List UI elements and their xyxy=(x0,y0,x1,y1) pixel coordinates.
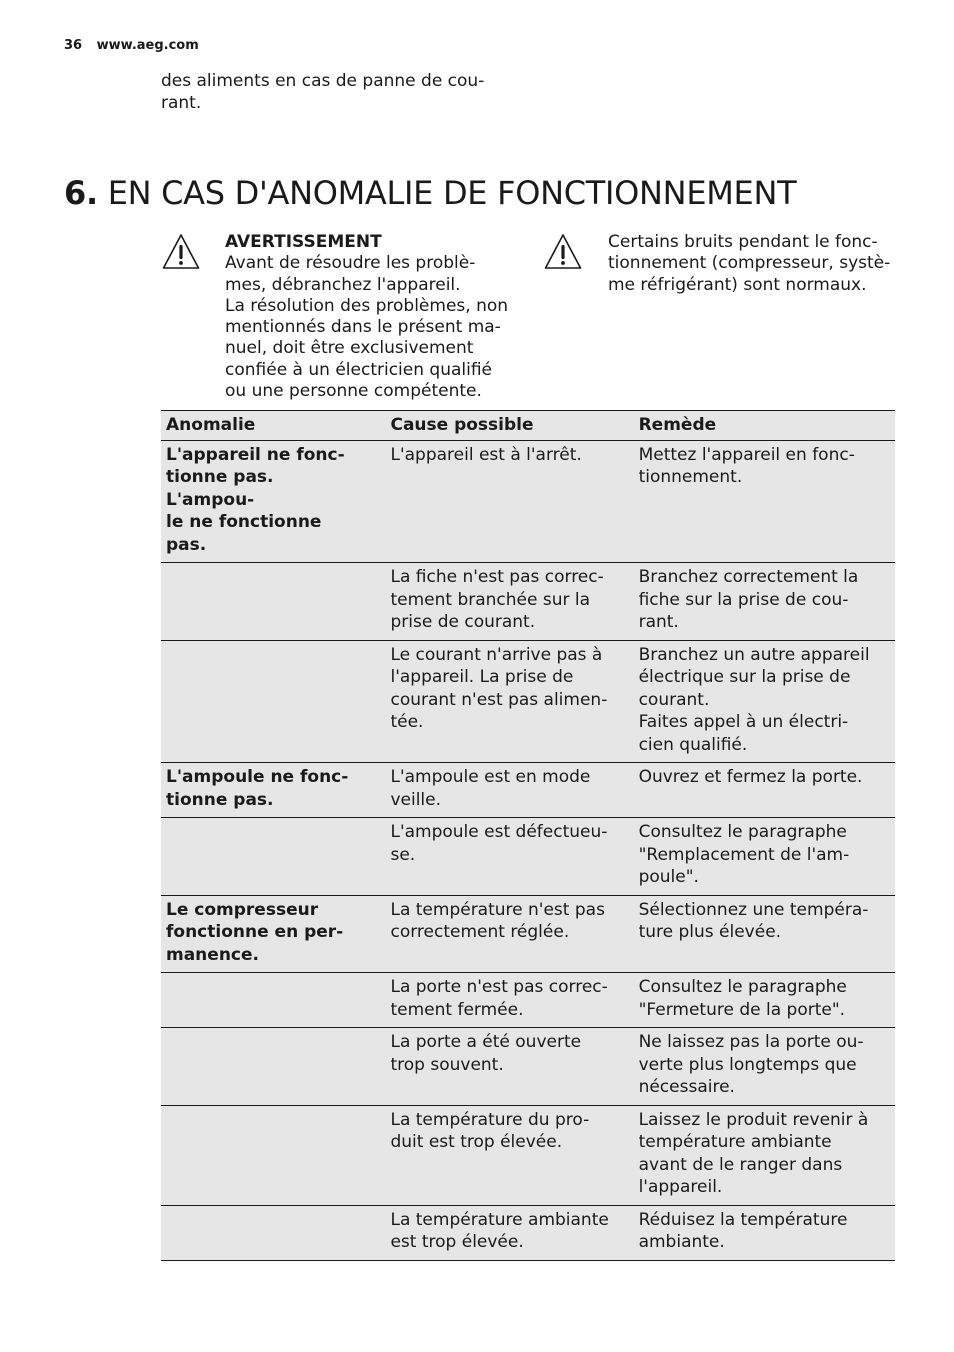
warning-line: confiée à un électricien qualifié xyxy=(225,359,492,380)
cause-cell-line: La température n'est pas xyxy=(390,899,605,920)
remedy-cell-line: électrique sur la prise de xyxy=(638,667,851,687)
remedy-cell-line: Faites appel à un électri- xyxy=(638,712,849,732)
cause-cell xyxy=(373,818,628,896)
remedy-cell-line: cien qualifié. xyxy=(638,734,748,755)
table-header-row xyxy=(161,411,895,441)
remedy-cell-line: Branchez un autre appareil xyxy=(638,644,870,665)
cause-cell-line: La porte a été ouverte xyxy=(390,1032,582,1052)
remedy-cell-line: courant. xyxy=(638,689,710,710)
anomaly-cell-line: L'appareil ne fonc- xyxy=(166,444,345,465)
remedy-cell-line: Laissez le produit revenir à xyxy=(638,1109,869,1130)
remedy-cell xyxy=(629,640,895,763)
remedy-cell xyxy=(629,895,895,973)
anomaly-cell xyxy=(161,640,373,763)
caution-line: tionnement (compresseur, systè- xyxy=(608,253,891,274)
table-row xyxy=(161,440,895,563)
remedy-cell-line: poule". xyxy=(638,867,699,887)
cause-cell-line: prise de courant. xyxy=(390,612,536,632)
cause-cell-line: duit est trop élevée. xyxy=(390,1132,563,1152)
cause-cell-line: L'ampoule est défectueu- xyxy=(390,822,608,842)
cause-cell-line: L'appareil est à l'arrêt. xyxy=(390,444,582,465)
header-remedy: Remède xyxy=(629,411,895,441)
cause-cell-line: l'appareil. La prise de xyxy=(390,667,574,687)
anomaly-cell xyxy=(161,763,373,818)
anomaly-cell-line: manence. xyxy=(166,944,259,965)
header-cause: Cause possible xyxy=(373,411,628,441)
warning-block xyxy=(161,232,521,402)
header-anomaly: Anomalie xyxy=(161,411,373,441)
remedy-cell-line: "Fermeture de la porte". xyxy=(638,999,846,1020)
caution-line: Certains bruits pendant le fonc- xyxy=(608,232,878,252)
cause-cell-line: Le courant n'arrive pas à xyxy=(390,644,603,665)
anomaly-cell-line: L'ampoule ne fonc- xyxy=(166,767,349,787)
remedy-cell-line: verte plus longtemps que xyxy=(638,1054,857,1075)
anomaly-cell-line: tionne pas. L'ampou- xyxy=(166,467,274,510)
table-row xyxy=(161,895,895,973)
remedy-cell-line: température ambiante xyxy=(638,1132,832,1152)
warning-line: Avant de résoudre les problè- xyxy=(225,253,476,274)
page-number: 36 xyxy=(64,38,83,53)
cause-cell xyxy=(373,563,628,641)
table-body xyxy=(161,440,895,1260)
cause-cell-line: La fiche n'est pas correc- xyxy=(390,567,604,587)
remedy-cell-line: Sélectionnez une tempéra- xyxy=(638,899,869,920)
warning-line: La résolution des problèmes, non xyxy=(225,295,509,316)
remedy-cell-line: Réduisez la température xyxy=(638,1209,848,1230)
anomaly-cell xyxy=(161,895,373,973)
cause-cell-line: est trop élevée. xyxy=(390,1232,524,1252)
cause-cell-line: La température ambiante xyxy=(390,1209,609,1230)
cause-cell-line: La porte n'est pas correc- xyxy=(390,977,608,997)
cause-cell xyxy=(373,1105,628,1205)
warning-triangle-icon xyxy=(543,232,583,272)
remedy-cell xyxy=(629,440,895,563)
warning-line: ou une personne compétente. xyxy=(225,381,482,402)
remedy-cell-line: rant. xyxy=(638,612,679,632)
caution-block xyxy=(543,232,893,296)
remedy-cell xyxy=(629,973,895,1028)
remedy-cell xyxy=(629,818,895,896)
cause-cell xyxy=(373,1028,628,1106)
table-row xyxy=(161,818,895,896)
anomaly-cell-line: tionne pas. xyxy=(166,789,274,810)
cause-cell-line: courant n'est pas alimen- xyxy=(390,689,608,710)
section-title xyxy=(64,172,796,214)
table-row xyxy=(161,563,895,641)
remedy-cell-line: ambiante. xyxy=(638,1232,725,1252)
remedy-cell-line: nécessaire. xyxy=(638,1077,735,1097)
anomaly-cell-line: le ne fonctionne pas. xyxy=(166,512,322,555)
remedy-cell-line: l'appareil. xyxy=(638,1177,723,1197)
warning-text xyxy=(225,232,508,402)
remedy-cell xyxy=(629,1205,895,1260)
table-row xyxy=(161,1205,895,1260)
warning-line: nuel, doit être exclusivement xyxy=(225,338,474,359)
table-row xyxy=(161,763,895,818)
cause-cell xyxy=(373,1205,628,1260)
remedy-cell-line: Branchez correctement la xyxy=(638,567,859,587)
troubleshooting-table xyxy=(161,410,895,1261)
remedy-cell-line: fiche sur la prise de cou- xyxy=(638,589,849,610)
remedy-cell-line: Ouvrez et fermez la porte. xyxy=(638,767,863,787)
intro-line: des aliments en cas de panne de cou- xyxy=(161,71,485,91)
warning-line: mentionnés dans le présent ma- xyxy=(225,317,501,338)
anomaly-cell xyxy=(161,440,373,563)
remedy-cell-line: tionnement. xyxy=(638,467,743,487)
table-row xyxy=(161,640,895,763)
remedy-cell-line: Consultez le paragraphe xyxy=(638,977,847,997)
warning-triangle-icon xyxy=(161,232,201,272)
anomaly-cell xyxy=(161,1105,373,1205)
cause-cell xyxy=(373,640,628,763)
cause-cell-line: correctement réglée. xyxy=(390,922,570,942)
section-title-text: EN CAS D'ANOMALIE DE FONCTIONNEMENT xyxy=(107,174,797,212)
cause-cell-line: La température du pro- xyxy=(390,1109,590,1130)
header-url[interactable]: www.aeg.com xyxy=(96,38,199,53)
cause-cell-line: trop souvent. xyxy=(390,1054,504,1075)
anomaly-cell xyxy=(161,563,373,641)
page-header xyxy=(64,38,199,53)
anomaly-cell xyxy=(161,1028,373,1106)
warning-line: mes, débranchez l'appareil. xyxy=(225,274,461,295)
remedy-cell-line: Consultez le paragraphe xyxy=(638,822,847,842)
remedy-cell xyxy=(629,1028,895,1106)
remedy-cell xyxy=(629,763,895,818)
anomaly-cell-line: fonctionne en per- xyxy=(166,922,344,942)
remedy-cell-line: avant de le ranger dans xyxy=(638,1154,843,1175)
table-row xyxy=(161,1105,895,1205)
cause-cell-line: L'ampoule est en mode xyxy=(390,767,591,787)
caution-line: me réfrigérant) sont normaux. xyxy=(608,274,867,295)
cause-cell-line: veille. xyxy=(390,789,442,810)
remedy-cell-line: "Remplacement de l'am- xyxy=(638,844,850,865)
anomaly-cell-line: Le compresseur xyxy=(166,899,319,920)
table-row xyxy=(161,1028,895,1106)
anomaly-cell xyxy=(161,973,373,1028)
cause-cell-line: tée. xyxy=(390,712,424,732)
caution-text xyxy=(608,232,890,296)
remedy-cell xyxy=(629,1105,895,1205)
remedy-cell-line: Ne laissez pas la porte ou- xyxy=(638,1032,864,1052)
remedy-cell-line: ture plus élevée. xyxy=(638,922,782,942)
cause-cell-line: se. xyxy=(390,844,416,865)
cause-cell-line: tement fermée. xyxy=(390,999,524,1020)
anomaly-cell xyxy=(161,1205,373,1260)
cause-cell xyxy=(373,973,628,1028)
anomaly-cell xyxy=(161,818,373,896)
cause-cell xyxy=(373,763,628,818)
cause-cell-line: tement branchée sur la xyxy=(390,589,591,610)
section-number: 6. xyxy=(64,174,98,212)
cause-cell xyxy=(373,440,628,563)
warning-title: AVERTISSEMENT xyxy=(225,232,382,252)
table-row xyxy=(161,973,895,1028)
cause-cell xyxy=(373,895,628,973)
remedy-cell xyxy=(629,563,895,641)
intro-text xyxy=(161,70,501,114)
intro-line: rant. xyxy=(161,93,202,113)
remedy-cell-line: Mettez l'appareil en fonc- xyxy=(638,444,855,465)
